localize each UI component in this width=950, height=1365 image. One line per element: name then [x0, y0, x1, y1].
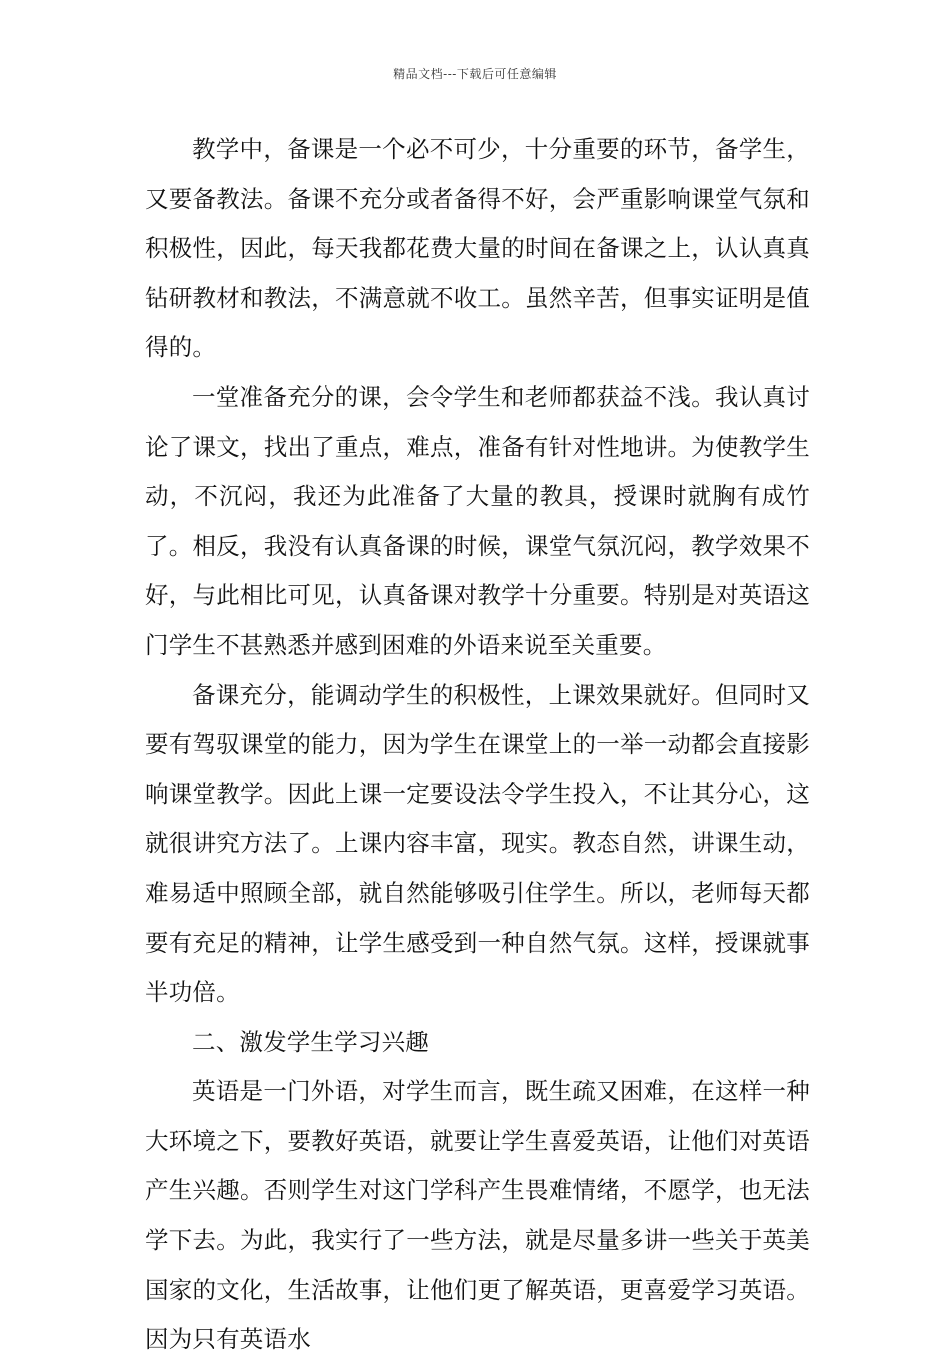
- paragraph-well-prepared-class: 一堂准备充分的课，会令学生和老师都获益不浅。我认真讨论了课文，找出了重点，难点，准备有针对性地讲。为使教学生动，不沉闷，我还为此准备了大量的教具，授课时就胸有成竹了。相反，我没有认真备课的时候，课堂气氛沉闷，教学效果不好，与此相比可见，认真备课对教学十分重要。特别是对英语这门学生不甚熟悉并感到困难的外语来说至关重要。: [145, 382, 810, 659]
- section-heading-interest: 二、激发学生学习兴趣: [192, 1027, 429, 1056]
- document-body: [145, 125, 810, 1365]
- paragraph-classroom-control: 备课充分，能调动学生的积极性，上课效果就好。但同时又要有驾驭课堂的能力，因为学生在课堂上的一举一动都会直接影响课堂教学。因此上课一定要设法令学生投入，不让其分心，这就很讲究方法了。上课内容丰富，现实。教态自然，讲课生动，难易适中照顾全部，就自然能够吸引住学生。所以，老师每天都要有充足的精神，让学生感受到一种自然气氛。这样，授课就事半功倍。: [145, 680, 810, 1007]
- paragraph-lesson-preparation: 教学中，备课是一个必不可少，十分重要的环节，备学生，又要备教法。备课不充分或者备得不好，会严重影响课堂气氛和积极性，因此，每天我都花费大量的时间在备课之上，认认真真钻研教材和教法，不满意就不收工。虽然辛苦，但事实证明是值得的。: [145, 135, 810, 362]
- paragraph-english-interest: 英语是一门外语，对学生而言，既生疏又困难，在这样一种大环境之下，要教好英语，就要让学生喜爱英语，让他们对英语产生兴趣。否则学生对这门学科产生畏难情绪，不愿学，也无法学下去。为此，我实行了一些方法，就是尽量多讲一些关于英美国家的文化，生活故事，让他们更了解英语，更喜爱学习英语。因为只有英语水: [145, 1077, 810, 1354]
- page-header: 精品文档---下载后可任意编辑: [393, 67, 557, 81]
